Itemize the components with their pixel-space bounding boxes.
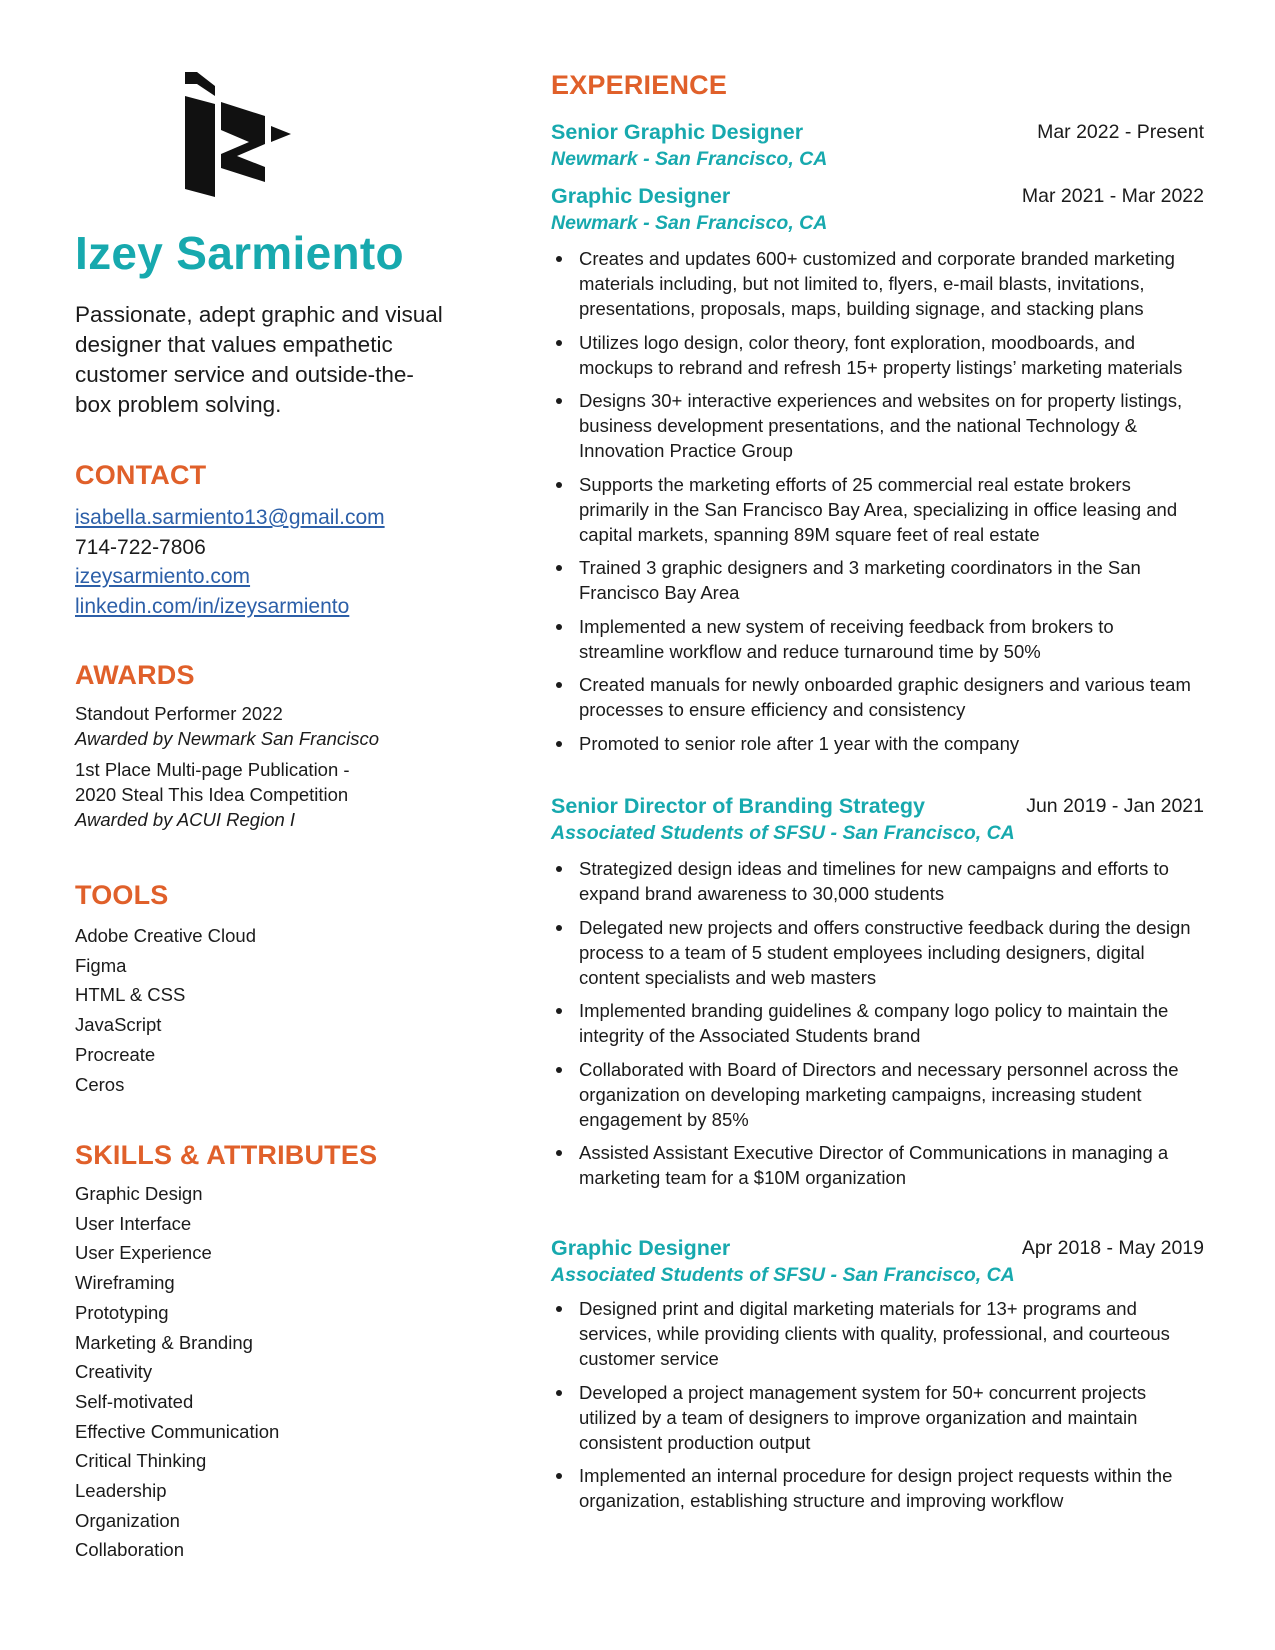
tagline: Passionate, adept graphic and visual designer that values empathetic customer service and outside-the-box problem solving. <box>75 302 443 417</box>
tools-heading: TOOLS <box>75 880 169 910</box>
skill-item: Self-motivated <box>75 1390 194 1412</box>
skill-item: Effective Communication <box>75 1420 280 1442</box>
skill-item: Marketing & Branding <box>75 1331 253 1353</box>
list-item: Developed a project management system for 50+ concurrent projects utilized by a team of designers to improve organization and maintain consistent production output <box>551 1380 1191 1455</box>
job-dates: Mar 2021 - Mar 2022 <box>1021 185 1204 207</box>
list-item: Creates and updates 600+ customized and corporate branded marketing materials including, but not limited to, flyers, e-mail blasts, invitations, presentations, proposals, maps, building signage, and stacking plans <box>551 246 1191 321</box>
award-item <box>75 701 445 751</box>
list-item: Implemented an internal procedure for design project requests within the organization, establishing structure and improving workflow <box>551 1463 1191 1513</box>
award-title: Standout Performer 2022 <box>75 703 283 724</box>
skill-item: User Interface <box>75 1212 192 1234</box>
is-monogram-logo-icon <box>185 72 295 197</box>
skill-item: User Experience <box>75 1242 212 1264</box>
award-by: Awarded by Newmark San Francisco <box>75 728 380 749</box>
skill-item: Prototyping <box>75 1301 169 1323</box>
contact-heading: CONTACT <box>75 460 207 490</box>
tool-item: HTML & CSS <box>75 984 186 1006</box>
skills-section <box>75 1140 377 1565</box>
awards-section <box>75 660 445 838</box>
tool-item: JavaScript <box>75 1014 162 1036</box>
job-bullets <box>551 1296 1191 1522</box>
job-header <box>551 792 1204 846</box>
tool-item: Ceros <box>75 1073 125 1095</box>
list-item: Created manuals for newly onboarded graphic designers and various team processes to ensure efficiency and consistency <box>551 672 1191 722</box>
skill-item: Collaboration <box>75 1539 185 1561</box>
skill-item: Organization <box>75 1509 180 1531</box>
tool-item: Figma <box>75 954 127 976</box>
job-bullets <box>551 856 1191 1199</box>
job-header <box>551 118 1204 172</box>
job-dates: Mar 2022 - Present <box>1037 121 1204 143</box>
skill-item: Critical Thinking <box>75 1450 207 1472</box>
job-title: Graphic Designer <box>551 1236 731 1260</box>
list-item: Strategized design ideas and timelines for new campaigns and efforts to expand brand awareness to 30,000 students <box>551 856 1191 906</box>
list-item: Assisted Assistant Executive Director of Communications in managing a marketing team for a $10M organization <box>551 1140 1191 1190</box>
job-title: Graphic Designer <box>551 184 731 208</box>
award-item <box>75 757 355 832</box>
skill-item: Leadership <box>75 1480 167 1502</box>
linkedin-link[interactable]: linkedin.com/in/izeysarmiento <box>75 594 350 618</box>
job-bullets <box>551 246 1191 764</box>
list-item: Promoted to senior role after 1 year with the company <box>551 731 1191 756</box>
tools-section <box>75 880 256 1099</box>
job-org: Associated Students of SFSU - San Francisco, CA <box>551 1264 1015 1286</box>
job-org: Newmark - San Francisco, CA <box>551 212 828 234</box>
list-item: Designed print and digital marketing materials for 13+ programs and services, while providing clients with quality, professional, and courteous customer service <box>551 1296 1191 1371</box>
job-org: Newmark - San Francisco, CA <box>551 148 828 170</box>
award-title: 1st Place Multi-page Publication - 2020 Steal This Idea Competition <box>75 759 350 805</box>
award-by: Awarded by ACUI Region I <box>75 809 296 830</box>
job-dates: Jun 2019 - Jan 2021 <box>1026 795 1204 817</box>
list-item: Collaborated with Board of Directors and necessary personnel across the organization on developing marketing campaigns, increasing student engagement by 85% <box>551 1057 1191 1132</box>
list-item: Trained 3 graphic designers and 3 marketing coordinators in the San Francisco Bay Area <box>551 555 1191 605</box>
skill-item: Wireframing <box>75 1272 175 1294</box>
list-item: Implemented a new system of receiving feedback from brokers to streamline workflow and reduce turnaround time by 50% <box>551 614 1191 664</box>
phone-number: 714-722-7806 <box>75 535 206 559</box>
job-title: Senior Director of Branding Strategy <box>551 794 925 818</box>
contact-section <box>75 460 385 621</box>
list-item: Utilizes logo design, color theory, font exploration, moodboards, and mockups to rebrand and refresh 15+ property listings’ marketing materials <box>551 330 1191 380</box>
tool-item: Procreate <box>75 1043 156 1065</box>
job-org: Associated Students of SFSU - San Francisco, CA <box>551 822 1015 844</box>
website-link[interactable]: izeysarmiento.com <box>75 565 251 588</box>
list-item: Designs 30+ interactive experiences and websites on for property listings, business development presentations, and the national Technology & Innovation Practice Group <box>551 388 1191 463</box>
awards-heading: AWARDS <box>75 660 195 690</box>
job-title: Senior Graphic Designer <box>551 120 804 144</box>
email-link[interactable]: isabella.sarmiento13@gmail.com <box>75 506 385 529</box>
list-item: Supports the marketing efforts of 25 commercial real estate brokers primarily in the San Francisco Bay Area, specializing in office leasing and capital markets, spanning 89M square feet of real estate <box>551 472 1191 547</box>
skill-item: Graphic Design <box>75 1183 203 1204</box>
skill-item: Creativity <box>75 1361 153 1383</box>
experience-heading: EXPERIENCE <box>551 70 728 100</box>
tool-item: Adobe Creative Cloud <box>75 925 256 946</box>
list-item: Implemented branding guidelines & company logo policy to maintain the integrity of the Associated Students brand <box>551 998 1191 1048</box>
list-item: Delegated new projects and offers constructive feedback during the design process to a team of 5 student employees including designers, digital content specialists and web masters <box>551 915 1191 990</box>
skills-heading: SKILLS & ATTRIBUTES <box>75 1140 378 1170</box>
job-dates: Apr 2018 - May 2019 <box>1021 1237 1204 1259</box>
job-header <box>551 1234 1204 1288</box>
job-header <box>551 182 1204 236</box>
person-name: Izey Sarmiento <box>75 227 404 279</box>
